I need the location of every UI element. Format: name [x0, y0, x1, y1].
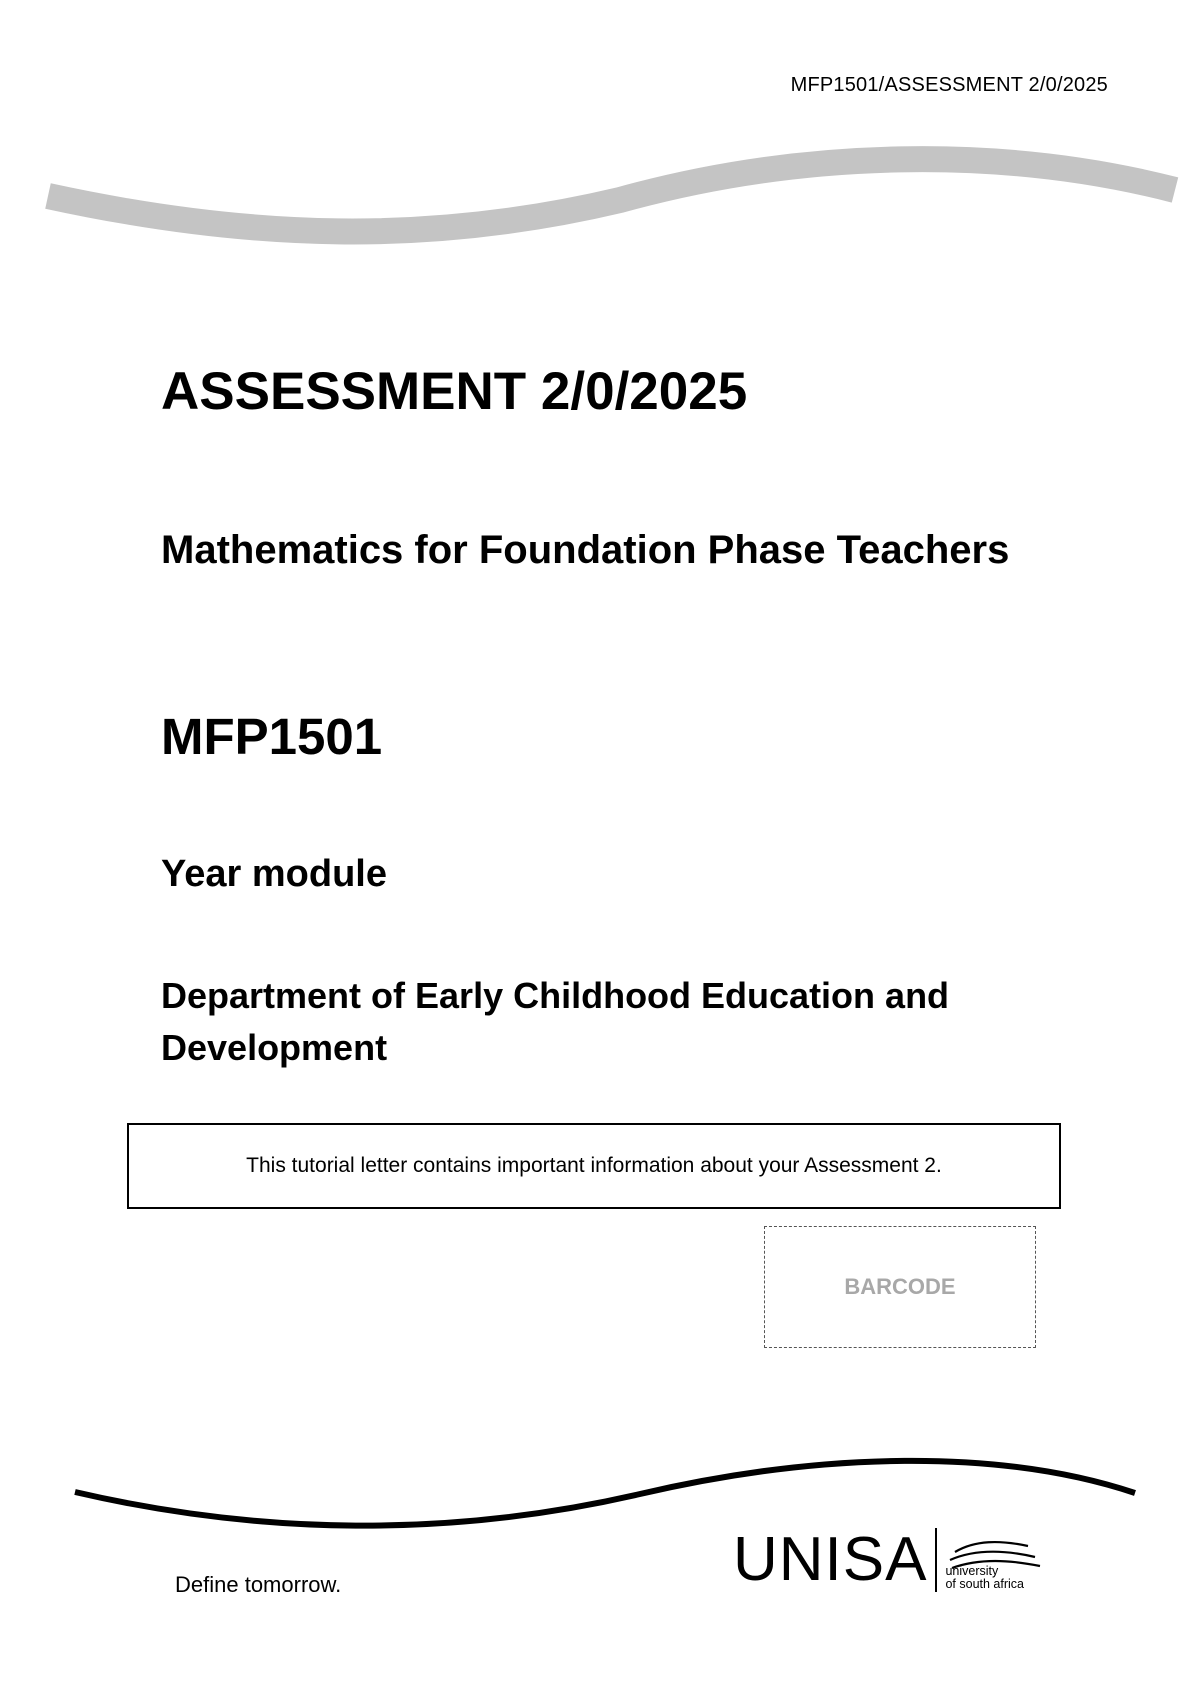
document-reference: MFP1501/ASSESSMENT 2/0/2025 [790, 74, 1108, 96]
unisa-logo [733, 1525, 1024, 1594]
barcode-placeholder [764, 1226, 1036, 1348]
logo-wordmark: UNISA [733, 1525, 928, 1594]
notice-box [127, 1123, 1061, 1209]
logo-divider [935, 1528, 937, 1592]
department-name: Department of Early Childhood Education and Development [161, 975, 950, 1068]
logo-sub-line2: of south africa [945, 1577, 1024, 1591]
top-wave [48, 159, 1175, 231]
assessment-title: ASSESSMENT 2/0/2025 [161, 362, 748, 421]
module-name: Mathematics for Foundation Phase Teachers [161, 528, 1010, 572]
logo-sub-line1: university [945, 1564, 999, 1578]
barcode-label: BARCODE [844, 1274, 956, 1299]
module-code: MFP1501 [161, 708, 383, 765]
bottom-wave [75, 1461, 1135, 1526]
module-type: Year module [161, 853, 387, 895]
logo-subtext [945, 1529, 1024, 1591]
tagline: Define tomorrow. [175, 1572, 342, 1597]
notice-text: This tutorial letter contains important information about your Assessment 2. [246, 1154, 942, 1177]
